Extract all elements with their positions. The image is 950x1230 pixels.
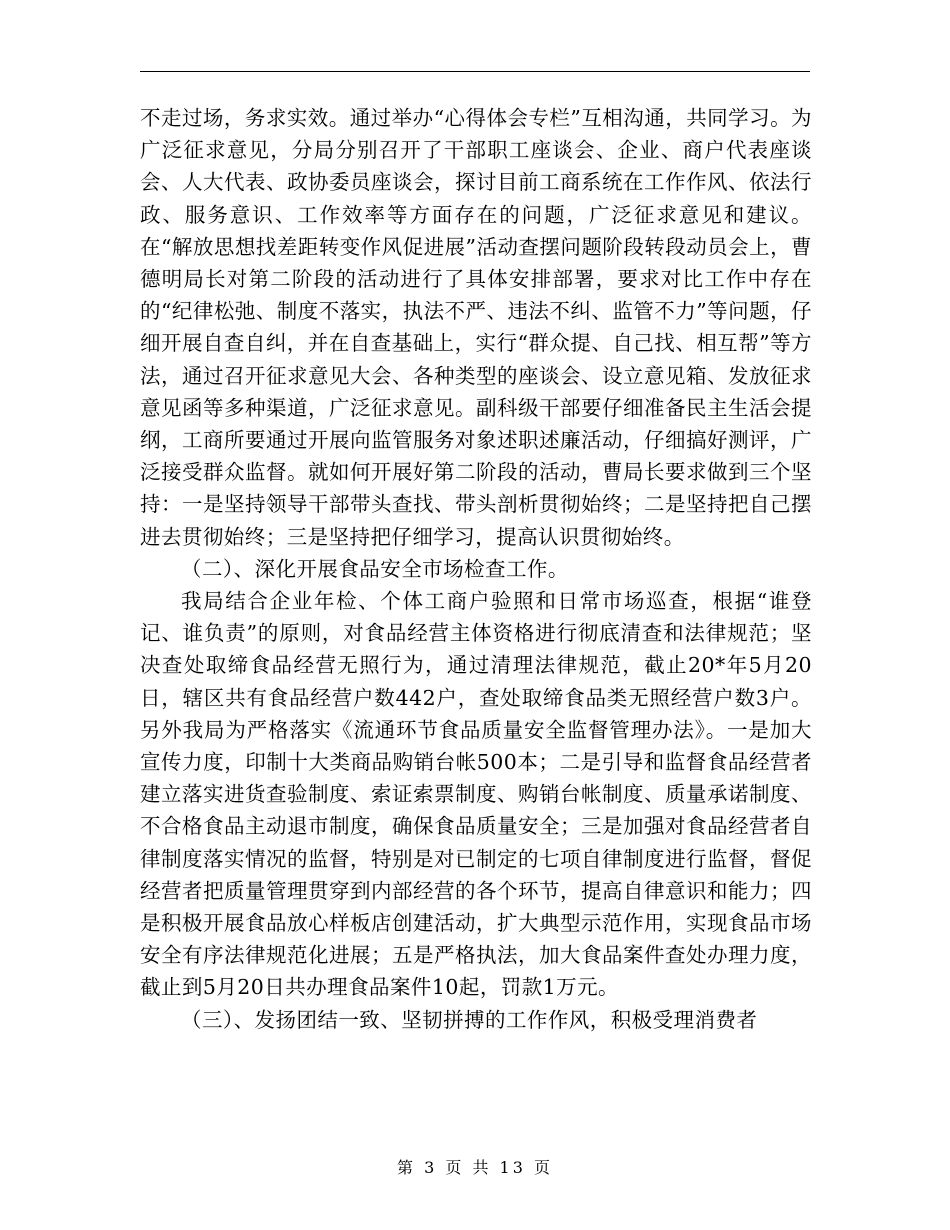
paragraph: 不走过场，务求实效。通过举办“心得体会专栏”互相沟通，共同学习。为广泛征求意见，分局分别召开了干部职工座谈会、企业、商户代表座谈会、人大代表、政协委员座谈会，探讨目前工商系统在工作作风、依法行政、服务意识、工作效率等方面存在的问题，广泛征求意见和建议。在“解放思想找差距转变作风促进展”活动查摆问题阶段转段动员会上，曹德明局长对第二阶段的活动进行了具体安排部署，要求对比工作中存在的“纪律松弛、制度不落实，执法不严、违法不纠、监管不力”等问题，仔细开展自查自纠，并在自查基础上，实行“群众提、自己找、相互帮”等方法，通过召开征求意见大会、各种类型的座谈会、设立意见箱、发放征求意见函等多种渠道，广泛征求意见。副科级干部要仔细准备民主生活会提纲，工商所要通过开展向监管服务对象述职述廉活动，仔细搞好测评，广泛接受群众监督。就如何开展好第二阶段的活动，曹局长要求做到三个坚持：一是坚持领导干部带头查找、带头剖析贯彻始终；二是坚持把自己摆进去贯彻始终；三是坚持把仔细学习，提高认识贯彻始终。 [140, 106, 812, 549]
section-heading: （二）、深化开展食品安全市场检查工作。 [181, 556, 569, 581]
document-body [140, 102, 812, 1036]
section-heading: （三）、发扬团结一致、坚韧拼搏的工作作风，积极受理消费者 [181, 1007, 758, 1032]
paragraph: 我局结合企业年检、个体工商户验照和日常市场巡查，根据“谁登记、谁负责”的原则，对食品经营主体资格进行彻底清查和法律规范；坚决查处取缔食品经营无照行为，通过清理法律规范，截止20*年5月20日，辖区共有食品经营户数442户，查处取缔食品类无照经营户数3户。另外我局为严格落实《流通环节食品质量安全监督管理办法》。一是加大宣传力度，印制十大类商品购销台帐500本；二是引导和监督食品经营者建立落实进货查验制度、索证索票制度、购销台帐制度、质量承诺制度、不合格食品主动退市制度，确保食品质量安全；三是加强对食品经营者自律制度落实情况的监督，特别是对已制定的七项自律制度进行监督，督促经营者把质量管理贯穿到内部经营的各个环节，提高自律意识和能力；四是积极开展食品放心样板店创建活动，扩大典型示范作用，实现食品市场安全有序法律规范化进展；五是严格执法，加大食品案件查处办理力度，截止到5月20日共办理食品案件10起，罚款1万元。 [140, 589, 812, 1000]
page-number-footer: 第 3 页 共 13 页 [397, 1158, 553, 1177]
header-rule [140, 71, 810, 72]
